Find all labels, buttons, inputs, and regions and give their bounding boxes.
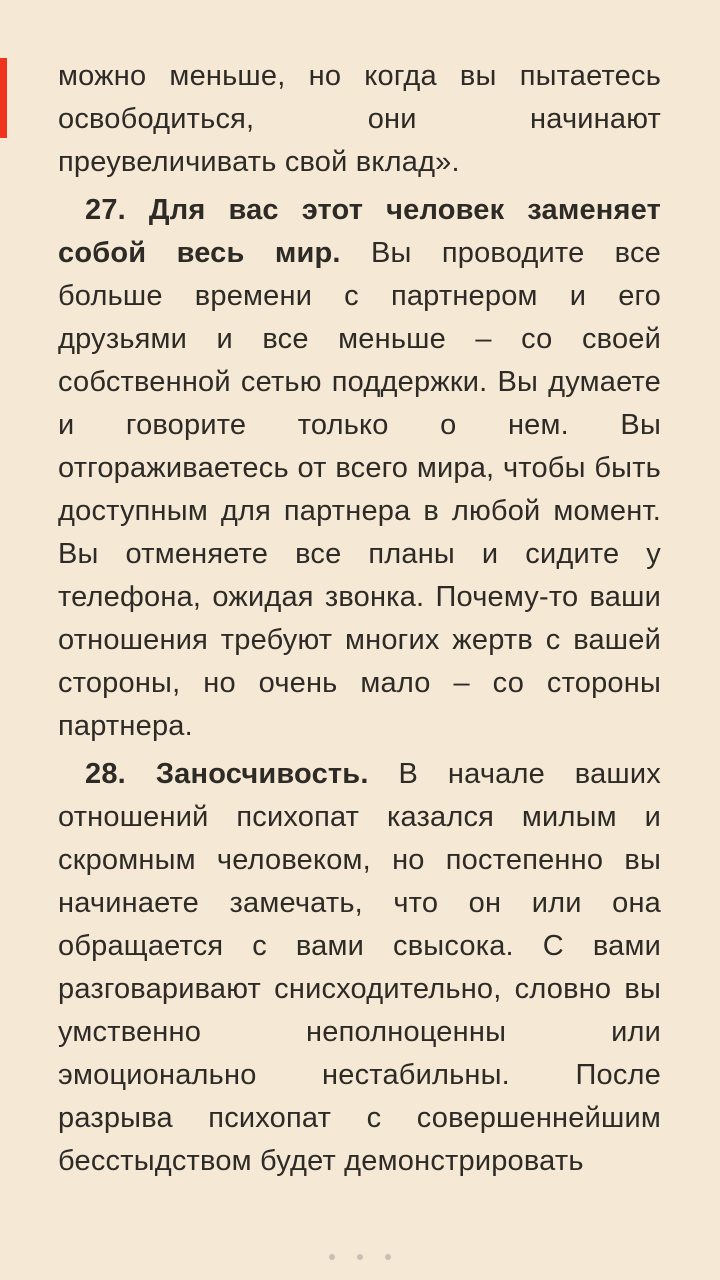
list-item-28 xyxy=(58,753,661,1183)
item-heading: Для вас этот человек заменяет собой весь мир. xyxy=(58,194,661,269)
item-body: Вы проводите все больше времени с партнером и его друзьями и все меньше – со своей собственной сетью поддержки. Вы думаете и говорите только о нем. Вы отгораживаетесь от всего мира, чтобы быть доступным для партнера в любой момент. Вы отменяете все планы и сидите у телефона, ожидая звонка. Почему-то ваши отношения требуют многих жертв с вашей стороны, но очень мало – со стороны партнера. xyxy=(58,237,661,742)
item-number: 28. xyxy=(85,758,126,790)
item-number: 27. xyxy=(85,194,126,226)
item-heading: Заносчивость. xyxy=(155,758,369,790)
paragraph-continuation: можно меньше, но когда вы пытаетесь освободиться, они начинают преувеличивать свой вклад». xyxy=(58,60,661,178)
page-indicator[interactable] xyxy=(0,1254,720,1260)
list-item-27 xyxy=(58,189,661,748)
book-page xyxy=(58,55,661,1188)
page-dot xyxy=(357,1254,363,1260)
item-body: В начале ваших отношений психопат казался милым и скромным человеком, но постепенно вы начинаете замечать, что он или она обращается с вами свысока. С вами разговаривают снисходительно, словно вы умственно неполноценны или эмоционально нестабильны. После разрыва психопат с совершеннейшим бесстыдством будет демонстрировать xyxy=(58,758,661,1177)
page-dot xyxy=(385,1254,391,1260)
bookmark-marker[interactable] xyxy=(0,58,7,138)
page-dot xyxy=(329,1254,335,1260)
